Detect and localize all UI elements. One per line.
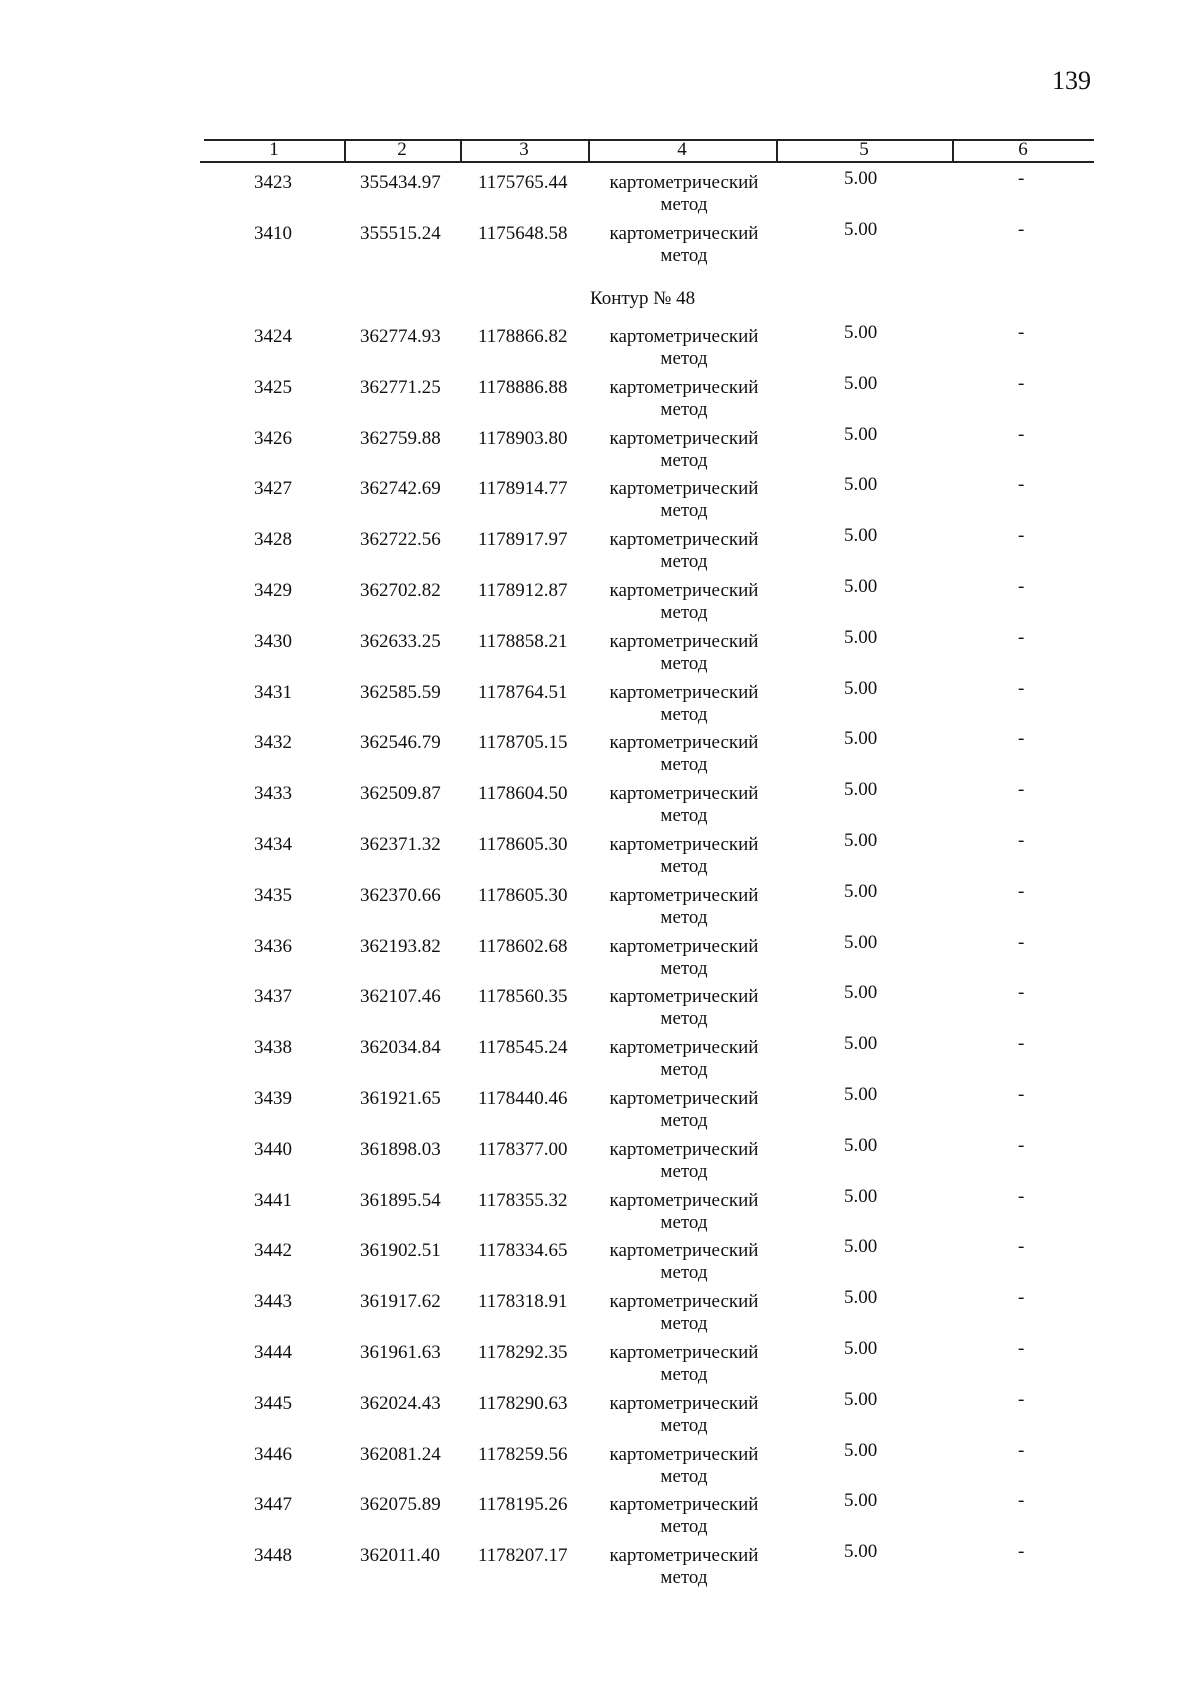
method-cell: картометрический метод <box>609 1037 759 1081</box>
coord-y: 1178290.63 <box>478 1392 568 1414</box>
point-number: 3442 <box>254 1240 292 1262</box>
accuracy-cell: 5.00 <box>844 1134 878 1156</box>
header-col-3: 3 <box>519 139 529 160</box>
method-cell: картометрический метод <box>609 172 759 215</box>
coord-x: 361902.51 <box>360 1240 441 1262</box>
description-cell: - <box>1018 1084 1025 1105</box>
accuracy-cell: 5.00 <box>844 1490 878 1512</box>
accuracy-cell: 5.00 <box>844 1541 878 1563</box>
coord-x: 362702.82 <box>360 580 441 601</box>
method-cell: картометрический метод <box>609 376 759 420</box>
description-cell: - <box>1018 626 1025 648</box>
point-number: 3433 <box>254 783 292 805</box>
method-cell: картометрический метод <box>609 1494 759 1538</box>
accuracy-cell: 5.00 <box>844 1084 878 1105</box>
coord-y: 1178866.82 <box>478 326 568 347</box>
point-number: 3424 <box>254 326 292 347</box>
coord-x: 361917.62 <box>360 1291 441 1313</box>
description-cell: - <box>1018 1236 1025 1258</box>
method-cell: картометрический метод <box>609 935 759 979</box>
coord-y: 1178602.68 <box>478 935 568 957</box>
header-bottom-rule <box>200 161 1094 163</box>
coord-y: 1178207.17 <box>478 1545 568 1567</box>
method-cell: картометрический метод <box>609 732 759 776</box>
method-cell: картометрический метод <box>609 478 759 522</box>
coord-x: 362034.84 <box>360 1037 441 1059</box>
point-number: 3436 <box>254 935 292 957</box>
method-cell: картометрический метод <box>609 529 759 573</box>
description-cell: - <box>1018 728 1025 750</box>
method-cell: картометрический метод <box>609 580 759 623</box>
page-number: 139 <box>1052 66 1091 95</box>
point-number: 3426 <box>254 427 292 449</box>
method-cell: картометрический метод <box>609 681 759 725</box>
point-number: 3437 <box>254 986 292 1008</box>
coord-x: 362509.87 <box>360 783 441 805</box>
method-cell: картометрический метод <box>609 1392 759 1436</box>
coord-x: 362370.66 <box>360 884 441 906</box>
description-cell: - <box>1018 576 1025 597</box>
coord-y: 1178377.00 <box>478 1138 568 1160</box>
point-number: 3410 <box>254 223 292 244</box>
point-number: 3441 <box>254 1189 292 1211</box>
accuracy-cell: 5.00 <box>844 880 878 902</box>
description-cell: - <box>1018 372 1025 394</box>
method-cell: картометрический метод <box>609 1240 759 1284</box>
point-number: 3435 <box>254 884 292 906</box>
coord-y: 1175765.44 <box>478 172 568 193</box>
header-col-2: 2 <box>397 139 407 160</box>
accuracy-cell: 5.00 <box>844 728 878 750</box>
accuracy-cell: 5.00 <box>844 626 878 648</box>
method-cell: картометрический метод <box>609 783 759 827</box>
coord-y: 1178292.35 <box>478 1342 568 1363</box>
point-number: 3447 <box>254 1494 292 1516</box>
accuracy-cell: 5.00 <box>844 1236 878 1258</box>
point-number: 3445 <box>254 1392 292 1414</box>
point-number: 3448 <box>254 1545 292 1567</box>
point-number: 3429 <box>254 580 292 601</box>
accuracy-cell: 5.00 <box>844 474 878 496</box>
accuracy-cell: 5.00 <box>844 1439 878 1461</box>
method-cell: картометрический метод <box>609 223 759 266</box>
table-header <box>204 133 1094 161</box>
coord-y: 1178705.15 <box>478 732 568 754</box>
coord-y: 1178334.65 <box>478 1240 568 1262</box>
method-cell: картометрический метод <box>609 1291 759 1335</box>
accuracy-cell: 5.00 <box>844 525 878 547</box>
method-cell: картометрический метод <box>609 326 759 369</box>
coord-x: 362371.32 <box>360 834 441 855</box>
coord-y: 1178545.24 <box>478 1037 568 1059</box>
coord-x: 362633.25 <box>360 630 441 652</box>
coord-y: 1178917.97 <box>478 529 568 551</box>
coord-y: 1178912.87 <box>478 580 568 601</box>
accuracy-cell: 5.00 <box>844 219 878 240</box>
coord-x: 355434.97 <box>360 172 441 193</box>
coord-x: 362107.46 <box>360 986 441 1008</box>
point-number: 3431 <box>254 681 292 703</box>
coord-y: 1178604.50 <box>478 783 568 805</box>
coord-y: 1178605.30 <box>478 884 568 906</box>
method-cell: картометрический метод <box>609 1342 759 1385</box>
method-cell: картометрический метод <box>609 834 759 877</box>
coord-x: 362742.69 <box>360 478 441 500</box>
description-cell: - <box>1018 474 1025 496</box>
point-number: 3423 <box>254 172 292 193</box>
coord-y: 1178195.26 <box>478 1494 568 1516</box>
coord-y: 1175648.58 <box>478 223 568 244</box>
accuracy-cell: 5.00 <box>844 779 878 801</box>
description-cell: - <box>1018 322 1025 343</box>
description-cell: - <box>1018 779 1025 801</box>
accuracy-cell: 5.00 <box>844 168 878 189</box>
coord-y: 1178764.51 <box>478 681 568 703</box>
point-number: 3427 <box>254 478 292 500</box>
coord-x: 361895.54 <box>360 1189 441 1211</box>
point-number: 3440 <box>254 1138 292 1160</box>
coord-y: 1178318.91 <box>478 1291 568 1313</box>
description-cell: - <box>1018 1439 1025 1461</box>
coord-y: 1178903.80 <box>478 427 568 449</box>
description-cell: - <box>1018 931 1025 953</box>
accuracy-cell: 5.00 <box>844 677 878 699</box>
accuracy-cell: 5.00 <box>844 1388 878 1410</box>
description-cell: - <box>1018 168 1025 189</box>
method-cell: картометрический метод <box>609 1138 759 1182</box>
accuracy-cell: 5.00 <box>844 830 878 851</box>
description-cell: - <box>1018 677 1025 699</box>
accuracy-cell: 5.00 <box>844 372 878 394</box>
accuracy-cell: 5.00 <box>844 322 878 343</box>
coord-y: 1178440.46 <box>478 1088 568 1109</box>
coord-y: 1178858.21 <box>478 630 568 652</box>
coord-x: 362193.82 <box>360 935 441 957</box>
description-cell: - <box>1018 880 1025 902</box>
accuracy-cell: 5.00 <box>844 1185 878 1207</box>
point-number: 3444 <box>254 1342 292 1363</box>
point-number: 3443 <box>254 1291 292 1313</box>
coord-x: 355515.24 <box>360 223 441 244</box>
description-cell: - <box>1018 423 1025 445</box>
accuracy-cell: 5.00 <box>844 1033 878 1055</box>
coord-y: 1178886.88 <box>478 376 568 398</box>
header-col-5: 5 <box>859 139 869 160</box>
coord-x: 361921.65 <box>360 1088 441 1109</box>
description-cell: - <box>1018 1033 1025 1055</box>
point-number: 3425 <box>254 376 292 398</box>
description-cell: - <box>1018 219 1025 240</box>
coord-x: 362546.79 <box>360 732 441 754</box>
description-cell: - <box>1018 1388 1025 1410</box>
method-cell: картометрический метод <box>609 1189 759 1233</box>
method-cell: картометрический метод <box>609 1088 759 1131</box>
description-cell: - <box>1018 982 1025 1004</box>
coord-x: 362774.93 <box>360 326 441 347</box>
accuracy-cell: 5.00 <box>844 982 878 1004</box>
point-number: 3428 <box>254 529 292 551</box>
description-cell: - <box>1018 1338 1025 1359</box>
accuracy-cell: 5.00 <box>844 1287 878 1309</box>
method-cell: картометрический метод <box>609 630 759 674</box>
point-number: 3439 <box>254 1088 292 1109</box>
coord-x: 362722.56 <box>360 529 441 551</box>
contour-title: Контур № 48 <box>590 288 696 309</box>
point-number: 3446 <box>254 1443 292 1465</box>
coord-y: 1178259.56 <box>478 1443 568 1465</box>
coord-x: 362081.24 <box>360 1443 441 1465</box>
description-cell: - <box>1018 1185 1025 1207</box>
method-cell: картометрический метод <box>609 884 759 928</box>
header-col-6: 6 <box>1018 139 1028 160</box>
coord-x: 361898.03 <box>360 1138 441 1160</box>
point-number: 3438 <box>254 1037 292 1059</box>
coord-x: 362075.89 <box>360 1494 441 1516</box>
coord-x: 361961.63 <box>360 1342 441 1363</box>
coord-y: 1178914.77 <box>478 478 568 500</box>
description-cell: - <box>1018 1134 1025 1156</box>
coord-x: 362759.88 <box>360 427 441 449</box>
coord-y: 1178560.35 <box>478 986 568 1008</box>
point-number: 3434 <box>254 834 292 855</box>
header-col-1: 1 <box>269 139 279 160</box>
coord-y: 1178605.30 <box>478 834 568 855</box>
accuracy-cell: 5.00 <box>844 423 878 445</box>
coord-y: 1178355.32 <box>478 1189 568 1211</box>
method-cell: картометрический метод <box>609 1443 759 1487</box>
point-number: 3432 <box>254 732 292 754</box>
method-cell: картометрический метод <box>609 986 759 1030</box>
description-cell: - <box>1018 1541 1025 1563</box>
method-cell: картометрический метод <box>609 1545 759 1589</box>
coord-x: 362024.43 <box>360 1392 441 1414</box>
method-cell: картометрический метод <box>609 427 759 471</box>
description-cell: - <box>1018 830 1025 851</box>
coord-x: 362011.40 <box>360 1545 441 1567</box>
accuracy-cell: 5.00 <box>844 576 878 597</box>
coord-x: 362585.59 <box>360 681 441 703</box>
accuracy-cell: 5.00 <box>844 931 878 953</box>
accuracy-cell: 5.00 <box>844 1338 878 1359</box>
header-col-4: 4 <box>677 139 687 160</box>
description-cell: - <box>1018 525 1025 547</box>
description-cell: - <box>1018 1287 1025 1309</box>
coord-x: 362771.25 <box>360 376 441 398</box>
description-cell: - <box>1018 1490 1025 1512</box>
point-number: 3430 <box>254 630 292 652</box>
